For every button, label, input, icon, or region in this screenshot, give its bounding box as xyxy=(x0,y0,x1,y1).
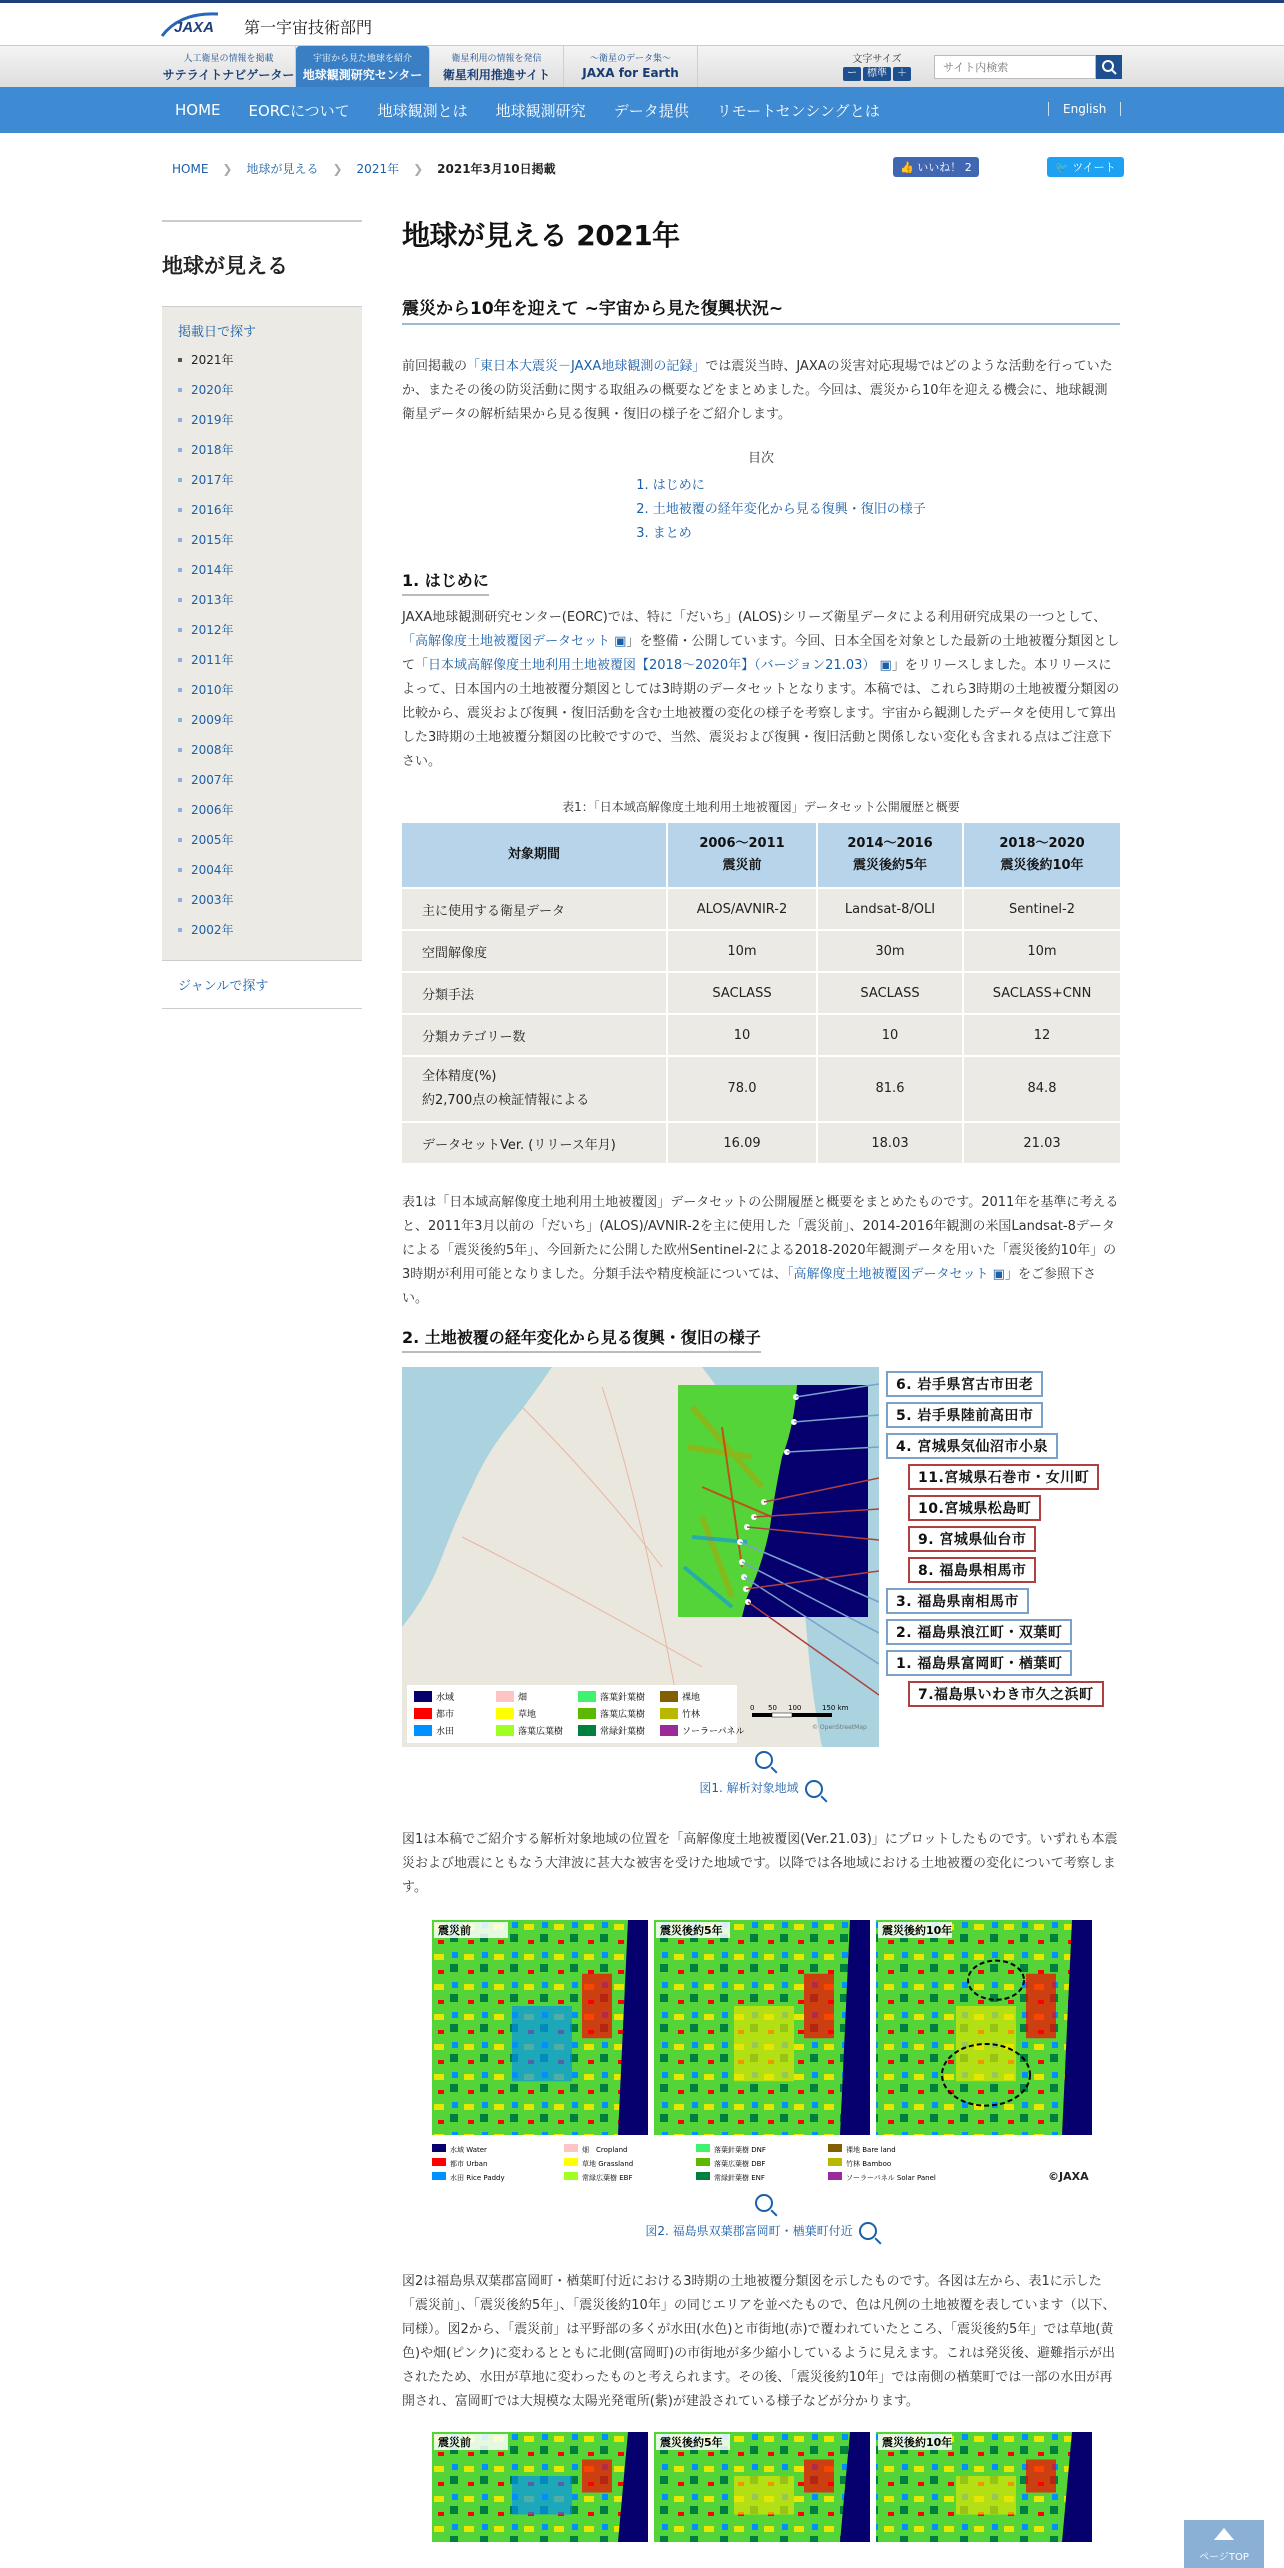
legend-label: 草地 xyxy=(518,1710,537,1720)
table-cell: 30m xyxy=(818,931,962,971)
nav-about-eorc[interactable]: EORCについて xyxy=(248,101,350,120)
nav-eo-research[interactable]: 地球観測研究 xyxy=(495,101,586,120)
breadcrumb-year[interactable]: 2021年 xyxy=(356,162,400,176)
font-larger-button[interactable]: ＋ xyxy=(893,67,911,81)
link-text: 「日本域高解像度土地利用土地被覆図【2018～2020年】（バージョン21.03） xyxy=(415,658,876,673)
legend-label: 畑 Cropland xyxy=(582,2145,628,2154)
area-label: 5. 岩手県陸前高田市 xyxy=(886,1402,1043,1428)
zoom-in-icon xyxy=(859,2222,877,2240)
next-area-landcover-graphic xyxy=(402,2432,1124,2542)
site-satellite-navigator[interactable] xyxy=(162,46,296,88)
sidebar-year-item[interactable]: 2006年 xyxy=(178,802,346,832)
paddy-area xyxy=(512,2476,572,2515)
sidebar-year-item[interactable]: 2005年 xyxy=(178,832,346,862)
figure-1 xyxy=(402,1367,1124,1747)
sidebar xyxy=(162,220,362,1009)
sidebar-year-item[interactable]: 2018年 xyxy=(178,442,346,472)
area-label: 2. 福島県浪江町・双葉町 xyxy=(886,1619,1072,1645)
zoom-in-icon xyxy=(755,1751,773,1769)
sidebar-year-item[interactable]: 2010年 xyxy=(178,682,346,712)
legend-swatch xyxy=(496,1691,514,1702)
sidebar-year-item[interactable]: 2008年 xyxy=(178,742,346,772)
legend-swatch xyxy=(496,1725,514,1736)
header-cell xyxy=(402,823,666,887)
search-icon xyxy=(1096,55,1122,79)
legend-label: 落葉広葉樹 xyxy=(600,1710,646,1720)
row-label: 空間解像度 xyxy=(422,945,488,961)
legend-label: 裸地 xyxy=(682,1693,701,1703)
sidebar-year-item[interactable]: 2009年 xyxy=(178,712,346,742)
chevron-right-icon: ❯ xyxy=(413,161,424,176)
text: JAXA地球観測研究センター(EORC)では、特に「だいち」(ALOS)シリーズ衛星データによる利用研究成果の一つとして、 xyxy=(402,610,1107,625)
table-cell: ALOS/AVNIR-2 xyxy=(668,889,816,929)
row-label-cell xyxy=(402,973,666,1013)
like-label: いいね！ 2 xyxy=(917,161,972,174)
header-subtext: 震災後約5年 xyxy=(852,858,928,873)
sub-navigation xyxy=(0,45,1284,87)
legend-swatch xyxy=(414,1725,432,1736)
sidebar-year-item[interactable]: 2021年 xyxy=(178,352,346,382)
figure-2-legend xyxy=(432,2144,936,2182)
table-row xyxy=(402,931,1120,971)
text: 表1は「日本域高解像度土地利用土地被覆図」データセットの公開履歴と概要をまとめたものです。2011年を基準に考えると、2011年3月以前の「だいち」(ALOS)/AVNIR-2を主に使用した「震災前」、2014-2016年観測の米国Landsat-8データによる「震災後約5年」、今回新たに公開した欧州Sentinel-2による2018-2020年観測データを用いた「震災後約10年」の3時期が利用可能となりました。分類手法や精度検証については、 xyxy=(402,1195,1119,1282)
chevron-right-icon: ❯ xyxy=(222,161,233,176)
table-header-row xyxy=(402,823,1120,887)
legend-label: 畑 xyxy=(518,1693,528,1703)
table-row xyxy=(402,1123,1120,1163)
legend-swatch xyxy=(564,2172,578,2180)
header-text: 対象期間 xyxy=(507,847,560,862)
row-label-cell xyxy=(402,1057,666,1121)
link-text: 「高解像度土地被覆図データセット xyxy=(787,1267,989,1282)
table-of-contents xyxy=(402,447,1120,546)
study-area-map[interactable] xyxy=(402,1367,879,1747)
site-satellite-applications[interactable] xyxy=(430,46,564,88)
table-cell: 21.03 xyxy=(964,1123,1120,1163)
sidebar-year-item[interactable]: 2013年 xyxy=(178,592,346,622)
tweet-button[interactable] xyxy=(1047,157,1124,177)
main-navigation xyxy=(0,87,1284,133)
urban-area xyxy=(1026,1973,1056,2038)
legend-label: 落葉広葉樹 xyxy=(518,1727,564,1737)
site-name: 地球観測研究センター xyxy=(302,68,423,82)
legend-label: 都市 Urban xyxy=(450,2159,488,2168)
row-label: 分類手法 xyxy=(422,987,475,1003)
sidebar-year-item[interactable]: 2014年 xyxy=(178,562,346,592)
scale-label: 50 xyxy=(768,1704,777,1712)
panel-label: 震災前 xyxy=(438,1923,471,1937)
legend-swatch xyxy=(696,2172,710,2180)
map-graphic xyxy=(402,1367,879,1747)
site-jaxa-for-earth[interactable] xyxy=(564,46,698,88)
english-link[interactable]: English xyxy=(1048,102,1121,116)
zoom-control[interactable] xyxy=(402,2194,1120,2212)
area-label: 3. 福島県南相馬市 xyxy=(886,1588,1029,1614)
tweet-label: ツイート xyxy=(1072,161,1116,174)
area-label: 9. 宮城県仙台市 xyxy=(908,1526,1036,1552)
legend-swatch xyxy=(564,2144,578,2152)
breadcrumb-earth-view[interactable]: 地球が見える xyxy=(246,162,319,176)
intro-paragraph xyxy=(402,355,1120,427)
legend-swatch xyxy=(432,2158,446,2166)
legend-label: 水田 xyxy=(436,1727,455,1737)
site-header xyxy=(0,3,1284,45)
panel-label: 震災後約5年 xyxy=(660,1923,723,1937)
site-caption: 宇宙から見た地球を紹介 xyxy=(312,54,412,64)
area-label: 6. 岩手県宮古市田老 xyxy=(886,1371,1043,1397)
legend-label: 常緑広葉樹 EBF xyxy=(582,2173,633,2182)
jaxa-credit: ©JAXA xyxy=(1048,2169,1089,2183)
header-cell xyxy=(668,823,816,887)
site-eorc[interactable] xyxy=(296,46,430,88)
dataset-table xyxy=(400,821,1122,1165)
facebook-like-button[interactable] xyxy=(893,157,979,177)
map-scale-bar xyxy=(752,1713,832,1717)
legend-swatch xyxy=(696,2144,710,2152)
sidebar-year-item[interactable]: 2011年 xyxy=(178,652,346,682)
scale-label: 150 km xyxy=(822,1704,849,1712)
sidebar-year-item[interactable]: 2002年 xyxy=(178,922,346,952)
table-cell: 10m xyxy=(668,931,816,971)
legend-label: 水域 Water xyxy=(450,2145,487,2154)
legend-label: 草地 Grassland xyxy=(582,2159,634,2168)
row-label-cell xyxy=(402,889,666,929)
table-cell: 78.0 xyxy=(668,1057,816,1121)
font-size-label: 文字サイズ xyxy=(852,54,902,65)
legend-swatch xyxy=(414,1691,432,1702)
table-body xyxy=(402,889,1120,1163)
related-sites xyxy=(162,46,698,88)
header-text: 2014～2016 xyxy=(847,836,933,851)
toc-item-intro[interactable]: 1. はじめに xyxy=(636,478,705,493)
article xyxy=(402,214,1120,2542)
site-caption: 〜衛星のデータ集〜 xyxy=(589,54,671,64)
legend-label: 落葉針葉樹 DNF xyxy=(714,2145,766,2154)
sidebar-year-item[interactable]: 2017年 xyxy=(178,472,346,502)
paddy-area xyxy=(734,2006,794,2081)
text: 」をリリースしました。本リリースによって、日本国内の土地被覆分類図としては3時期のデータセットとなります。本稿では、これら3時期の土地被覆分類図の比較から、震災および復興・復旧活動を含む土地被覆の変化の様子を考察します。宇宙から観測したデータを使用して算出した3時期の土地被覆分類図の比較ですので、当然、震災および復興・復旧活動と関係しない変化も含まれる点はご注意下さい。 xyxy=(402,658,1120,769)
legend-label: 都市 xyxy=(436,1710,455,1720)
figure-3[interactable] xyxy=(402,2432,1124,2542)
row-label-cell xyxy=(402,1015,666,1055)
urban-area xyxy=(804,2460,834,2493)
legend-label: 落葉針葉樹 xyxy=(600,1693,646,1703)
legend-swatch xyxy=(432,2144,446,2152)
toc-item-summary[interactable]: 3. まとめ xyxy=(636,526,692,541)
breadcrumb-home[interactable]: HOME xyxy=(172,161,209,176)
text: 前回掲載の xyxy=(402,359,468,374)
legend-label: 竹林 xyxy=(682,1710,701,1720)
zoom-in-icon xyxy=(755,2194,773,2212)
legend-swatch xyxy=(578,1691,596,1702)
scale-label: 100 xyxy=(788,1704,802,1712)
legend-swatch xyxy=(578,1725,596,1736)
table-cell: 12 xyxy=(964,1015,1120,1055)
site-caption: 人工衛星の情報を掲載 xyxy=(183,54,274,64)
legend-swatch xyxy=(660,1708,678,1719)
toc-heading: 目次 xyxy=(747,451,774,466)
table-row xyxy=(402,889,1120,929)
panel-label: 震災後約10年 xyxy=(882,2436,953,2449)
area-label: 4. 宮城県気仙沼市小泉 xyxy=(886,1433,1058,1459)
legend-swatch xyxy=(432,2172,446,2180)
browse-by-genre-link[interactable]: ジャンルで探す xyxy=(162,961,362,1009)
area-label: 7.福島県いわき市久之浜町 xyxy=(908,1681,1104,1707)
header-text: 2018～2020 xyxy=(999,836,1085,851)
legend-label: 落葉広葉樹 DBF xyxy=(714,2159,766,2168)
figure-2-caption[interactable] xyxy=(402,2222,1120,2241)
table-cell: 84.8 xyxy=(964,1057,1120,1121)
urban-area xyxy=(582,2460,612,2493)
header-subtext: 震災後約10年 xyxy=(1000,858,1084,873)
legend-swatch xyxy=(496,1708,514,1719)
row-label-cell xyxy=(402,931,666,971)
paddy-area xyxy=(734,2476,794,2515)
table-cell: SACLASS xyxy=(818,973,962,1013)
table-cell: SACLASS xyxy=(668,973,816,1013)
nav-home[interactable]: HOME xyxy=(175,101,221,119)
table-explanation-paragraph xyxy=(402,1191,1120,1311)
paddy-area xyxy=(512,2006,572,2081)
sidebar-year-item[interactable]: 2016年 xyxy=(178,502,346,532)
urban-area xyxy=(582,1973,612,2038)
site-name: 衛星利用推進サイト xyxy=(442,68,551,82)
section-2-heading: 2. 土地被覆の経年変化から見る復興・復旧の様子 xyxy=(402,1325,761,1353)
page-title: 地球が見える 2021年 xyxy=(402,219,680,252)
urban-area xyxy=(804,1973,834,2038)
table-row xyxy=(402,1015,1120,1055)
jaxa-logo[interactable] xyxy=(160,10,222,42)
table-cell: Sentinel-2 xyxy=(964,889,1120,929)
svg-text:JAXA: JAXA xyxy=(174,19,215,36)
sidebar-year-item[interactable]: 2003年 xyxy=(178,892,346,922)
area-label: 10.宮城県松島町 xyxy=(908,1495,1041,1521)
header-subtext: 震災前 xyxy=(722,858,762,873)
table-caption: 表1：「日本域高解像度土地利用土地被覆図」データセット公開履歴と概要 xyxy=(562,800,960,814)
panel-label: 震災後約10年 xyxy=(882,1923,953,1937)
table-row xyxy=(402,973,1120,1013)
sidebar-title: 地球が見える xyxy=(162,220,362,307)
table-cell: SACLASS+CNN xyxy=(964,973,1120,1013)
urban-area xyxy=(1026,2460,1056,2493)
zoom-control[interactable] xyxy=(402,1751,1120,1769)
tomioka-landcover-graphic xyxy=(402,1920,1124,2190)
site-name: サテライトナビゲーター xyxy=(162,68,295,82)
row-label: 全体精度(%) xyxy=(422,1069,497,1084)
header-text: 2006～2011 xyxy=(699,836,785,851)
legend-swatch xyxy=(660,1691,678,1702)
earthquake-record-link[interactable]: 「東日本大震災－JAXA地球観測の記録」 xyxy=(467,359,706,374)
nav-earth-observation[interactable]: 地球観測とは xyxy=(377,101,468,120)
page-top-button[interactable]: ページTOP xyxy=(1184,2520,1264,2568)
sidebar-year-item[interactable]: 2007年 xyxy=(178,772,346,802)
landcover-2018-2020-link[interactable] xyxy=(415,658,892,673)
search-button[interactable] xyxy=(1096,55,1122,79)
scale-label: 0 xyxy=(750,1704,755,1712)
legend-swatch xyxy=(564,2158,578,2166)
legend-label: ソーラーパネル xyxy=(682,1727,745,1737)
legend-swatch xyxy=(578,1708,596,1719)
section-1-paragraph xyxy=(402,606,1120,774)
sidebar-year-item[interactable]: 2019年 xyxy=(178,412,346,442)
browse-by-date-link[interactable]: 掲載日で探す xyxy=(178,325,257,340)
table-cell: 10 xyxy=(668,1015,816,1055)
paddy-area xyxy=(956,2476,1016,2515)
landcover-dataset-link[interactable] xyxy=(402,634,626,649)
landcover-dataset-link-2[interactable] xyxy=(787,1267,1005,1282)
caption-text: 図1. 解析対象地域 xyxy=(699,1781,799,1795)
legend-swatch xyxy=(696,2158,710,2166)
zoom-in-icon xyxy=(805,1780,823,1798)
legend-label: ソーラーパネル Solar Panel xyxy=(846,2173,936,2182)
table-cell: 18.03 xyxy=(818,1123,962,1163)
row-label: 分類カテゴリー数 xyxy=(422,1029,526,1045)
sidebar-year-item[interactable]: 2015年 xyxy=(178,532,346,562)
header-cell xyxy=(964,823,1120,887)
figure-2[interactable] xyxy=(402,1920,1124,2190)
legend-swatch xyxy=(414,1708,432,1719)
row-sublabel: 約2,700点の検証情報による xyxy=(422,1093,590,1108)
breadcrumb xyxy=(172,160,556,177)
figure-1-explanation: 図1は本稿でご紹介する解析対象地域の位置を「高解像度土地被覆図(Ver.21.03)」にプロットしたものです。いずれも本震災および地震にともなう大津波に甚大な被害を受けた地域です。以降では各地域における土地被覆の変化について考察します。 xyxy=(402,1831,1118,1895)
table-cell: 10 xyxy=(818,1015,962,1055)
row-label-cell xyxy=(402,1123,666,1163)
table-row xyxy=(402,1057,1120,1121)
external-link-icon: ▣ xyxy=(992,1267,1005,1282)
article-subtitle: 震災から10年を迎えて ~宇宙から見た復興状況~ xyxy=(402,294,1120,325)
legend-swatch xyxy=(828,2158,842,2166)
thumbs-up-icon: 👍 xyxy=(900,161,918,174)
row-label: データセットVer. (リリース年月) xyxy=(422,1137,616,1153)
legend-label: 常緑針葉樹 xyxy=(600,1727,646,1737)
year-list xyxy=(178,352,346,952)
font-smaller-button[interactable]: ー xyxy=(843,67,861,81)
figure-2-explanation: 図2は福島県双葉郡富岡町・楢葉町付近における3時期の土地被覆分類図を示したものです。各図は左から、表1に示した「震災前」、「震災後約5年」、「震災後約10年」の同じエリアを並べたもので、色は凡例の土地被覆を表しています（以下、同様）。図2から、「震災前」は平野部の多くが水田(水色)と市街地(赤)で覆われていたところ、「震災後約5年」では草地(黄色)や畑(ピンク)に変わるとともに北側(富岡町)の市街地が多少縮小しているように見えます。これは発災後、避難指示が出されたため、水田が草地に変わったものと考えられます。その後、「震災後約10年」では南側の楢葉町では一部の水田が再開され、富岡町では大規模な太陽光発電所(紫)が建設されている様子などが分かります。 xyxy=(402,2274,1116,2409)
table-cell: 81.6 xyxy=(818,1057,962,1121)
area-label: 8. 福島県相馬市 xyxy=(908,1557,1036,1583)
table-cell: 10m xyxy=(964,931,1120,971)
panel-label: 震災前 xyxy=(438,2436,471,2449)
font-standard-button[interactable]: 標準 xyxy=(863,67,891,81)
link-text: 「高解像度土地被覆図データセット xyxy=(402,634,611,649)
header-cell xyxy=(818,823,962,887)
panel-label: 震災後約5年 xyxy=(660,2436,723,2449)
nav-remote-sensing[interactable]: リモートセンシングとは xyxy=(716,101,880,120)
caption-text: 図2. 福島県双葉郡富岡町・楢葉町付近 xyxy=(645,2223,853,2238)
toc-item-landcover[interactable]: 2. 土地被覆の経年変化から見る復興・復旧の様子 xyxy=(636,502,926,517)
font-size-control xyxy=(836,50,918,81)
figure-1-caption[interactable] xyxy=(402,1779,1120,1798)
legend-swatch xyxy=(828,2172,842,2180)
external-link-icon: ▣ xyxy=(614,634,627,649)
legend-label: 水田 Rice Paddy xyxy=(450,2173,505,2182)
legend-swatch xyxy=(660,1725,678,1736)
breadcrumb-current: 2021年3月10日掲載 xyxy=(437,162,556,176)
sidebar-year-item[interactable]: 2012年 xyxy=(178,622,346,652)
sidebar-date-panel xyxy=(162,307,362,961)
area-label: 1. 福島県富岡町・楢葉町 xyxy=(886,1650,1072,1676)
nav-data-provision[interactable]: データ提供 xyxy=(613,101,689,120)
site-name: JAXA for Earth xyxy=(582,66,679,80)
legend-swatch xyxy=(828,2144,842,2152)
legend-label: 裸地 Bare land xyxy=(846,2145,896,2154)
department-name: 第一宇宙技術部門 xyxy=(244,18,373,37)
site-search-input[interactable] xyxy=(934,55,1096,79)
chevron-right-icon: ❯ xyxy=(332,161,343,176)
site-caption: 衛星利用の情報を発信 xyxy=(451,54,542,64)
sidebar-year-item[interactable]: 2020年 xyxy=(178,382,346,412)
legend-label: 水域 xyxy=(436,1693,455,1703)
text: では震災当時、JAXAの災害対応現場ではどのような活動を行っていたか、またその後の防災活動に関する取組みの概要などをまとめました。今回は、震災から10年を迎える機会に、地球観測衛星データの解析結果から見る復興・復旧の様子をご紹介します。 xyxy=(402,359,1113,422)
row-label: 主に使用する衛星データ xyxy=(422,903,566,919)
text: 」を整備・公開しています。今回、日本全国を対象とした最新の土地被覆分類図として xyxy=(402,634,1120,673)
legend-label: 竹林 Bamboo xyxy=(846,2159,892,2168)
section-1-heading: 1. はじめに xyxy=(402,568,489,596)
text: 」をご参照下さい。 xyxy=(402,1267,1096,1306)
table-cell: Landsat-8/OLI xyxy=(818,889,962,929)
external-link-icon: ▣ xyxy=(879,658,892,673)
table-cell: 16.09 xyxy=(668,1123,816,1163)
twitter-bird-icon: 🐦 xyxy=(1055,161,1073,174)
map-credit: © OpenStreetMap xyxy=(812,1724,867,1731)
legend-label: 常緑針葉樹 ENF xyxy=(714,2173,765,2182)
area-label: 11.宮城県石巻市・女川町 xyxy=(908,1464,1099,1490)
sidebar-year-item[interactable]: 2004年 xyxy=(178,862,346,892)
